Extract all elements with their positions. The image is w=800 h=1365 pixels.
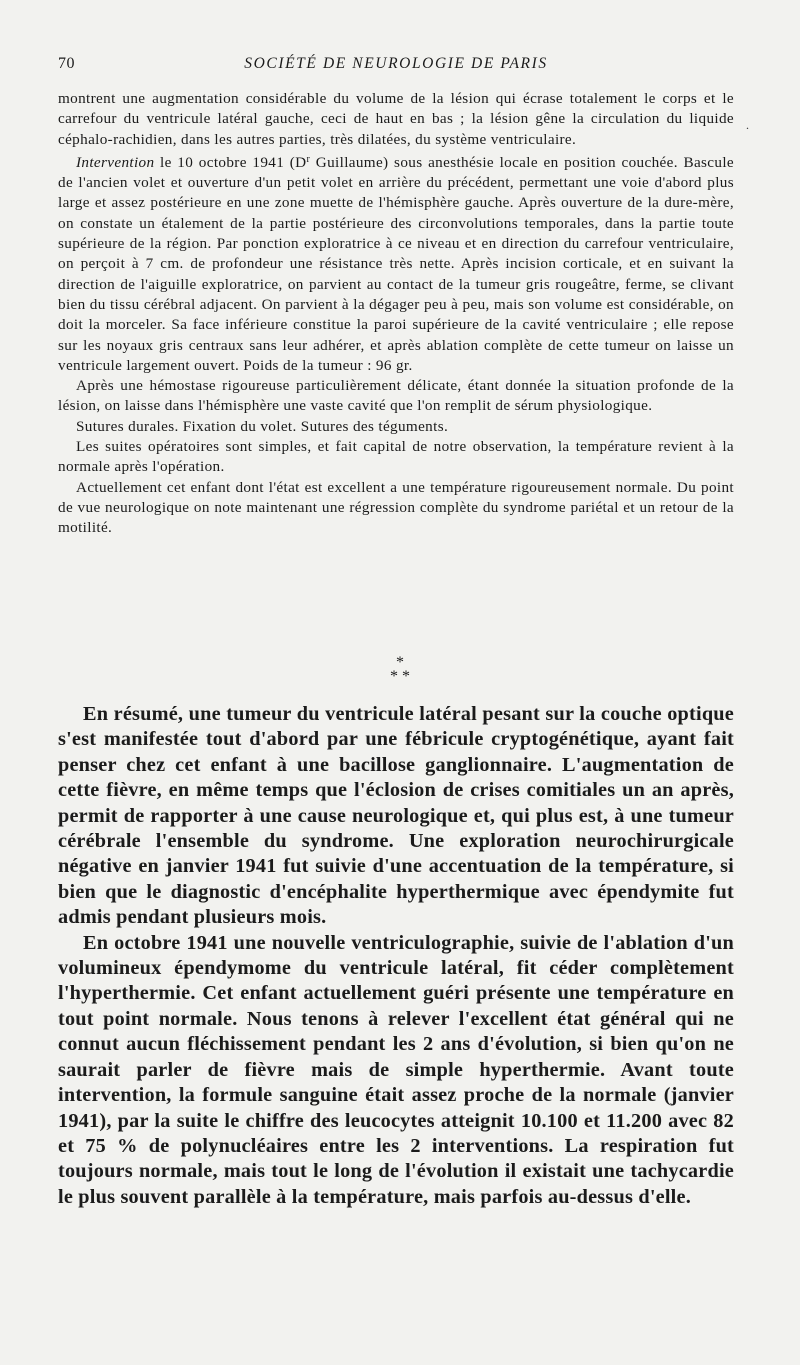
asterism-separator [0, 656, 800, 684]
intervention-text: Guillaume) sous anesthésie locale en position couchée. Bascule de l'ancien volet et ouverture d'un petit volet en arrière du précédent, permettant une voie d'abord plus large et assez postérieure en une zone muette de l'hémisphère gauche. Après ouverture de la dure-mère, on constate un étalement de la partie postérieure des circonvolutions temporales, dans la partie toute supérieure de la région. Par ponction exploratrice à ce niveau et en direction du carrefour ventriculaire, on perçoit à 7 cm. de profondeur une résistance très nette. Après incision corticale, et en suivant la direction de l'aiguille exploratrice, on parvient au contact de la tumeur gris rougeâtre, ferme, se clivant bien du tissu cérébral adjacent. On parvient à la dégager peu à peu, mais son volume est considérable, on doit la morceler. Sa face inférieure constitue la paroi supérieure de la cavité ventriculaire ; elle repose sur les noyaux gris centraux sans leur adhérer, et après ablation complète de cette tumeur on laisse un ventricule largement ouvert. Poids de la tumeur : 96 gr. [58, 153, 734, 374]
intervention-date: le 10 octobre 1941 (D [154, 153, 307, 171]
doctor-superscript: r [306, 153, 311, 165]
running-title: SOCIÉTÉ DE NEUROLOGIE DE PARIS [244, 55, 548, 72]
paragraph-october-1941: En octobre 1941 une nouvelle ventriculographie, suivie de l'ablation d'un volumineux épendymome du ventricule latéral, fit céder complètement l'hyperthermie. Cet enfant actuellement guéri présente une température en tout point normale. Nous tenons à relever l'excellent état général qui ne connut aucun fléchissement pendant les 2 ans d'évolution, si bien qu'on ne saurait parler de fièvre mais de simple hyperthermie. Avant toute intervention, la formule sanguine était assez proche de la normale (janvier 1941), par la suite le chiffre des leucocytes atteignit 10.100 et 11.200 avec 82 et 75 % de polynucléaires entre les 2 interventions. La respiration fut toujours normale, mais tout le long de l'évolution il existait une tachycardie le plus souvent parallèle à la température, mais parfois au-dessus d'elle. [58, 931, 734, 1208]
paragraph-lesion: montrent une augmentation considérable du volume de la lésion qui écrase totalement le corps et le carrefour du ventricule latéral gauche, ceci de haut en bas ; la lésion gêne la circulation du liquide céphalo-rachidien, dans les autres parties, très dilatées, du système ventriculaire. [58, 90, 734, 148]
paragraph-hemostasis: Après une hémostase rigoureuse particulièrement délicate, étant donnée la situation profonde de la lésion, on laisse dans l'hémisphère une vaste cavité que l'on remplit de sérum physiologique. [58, 377, 734, 415]
paragraph-sutures: Sutures durales. Fixation du volet. Sutures des téguments. [76, 417, 449, 435]
paragraph-current-state: Actuellement cet enfant dont l'état est excellent a une température rigoureusement normale. Du point de vue neurologique on note maintenant une régression complète du syndrome pariétal et un retour de la motilité. [58, 478, 734, 537]
summary-section [58, 702, 734, 1210]
asterism-bottom: * * [390, 668, 410, 685]
paragraph-summary: En résumé, une tumeur du ventricule latéral pesant sur la couche optique s'est manifestée tout d'abord par une fébricule cryptogénétique, ayant fait penser chez cet enfant à une bacillose ganglionnaire. L'augmentation de cette fièvre, en même temps que l'éclosion de crises comitiales un an après, permit de rapporter à une cause neurologique et, qui plus est, à une tumeur cérébrale l'ensemble du syndrome. Une exploration neurochirurgicale négative en janvier 1941 fut suivie d'une accentuation de la température, si bien que le diagnostic d'encéphalite hyperthermique avec épendymite fut admis pendant plusieurs mois. [58, 703, 734, 929]
paragraph-postop: Les suites opératoires sont simples, et fait capital de notre observation, la température revient à la normale après l'opération. [58, 438, 734, 476]
margin-mark: . [746, 118, 749, 132]
page-header [58, 55, 734, 81]
intervention-label: Intervention [76, 153, 155, 171]
asterism-top: * [396, 654, 404, 671]
paragraph-intervention [58, 150, 734, 376]
page-number: 70 [58, 55, 75, 72]
case-report-section [58, 89, 734, 539]
